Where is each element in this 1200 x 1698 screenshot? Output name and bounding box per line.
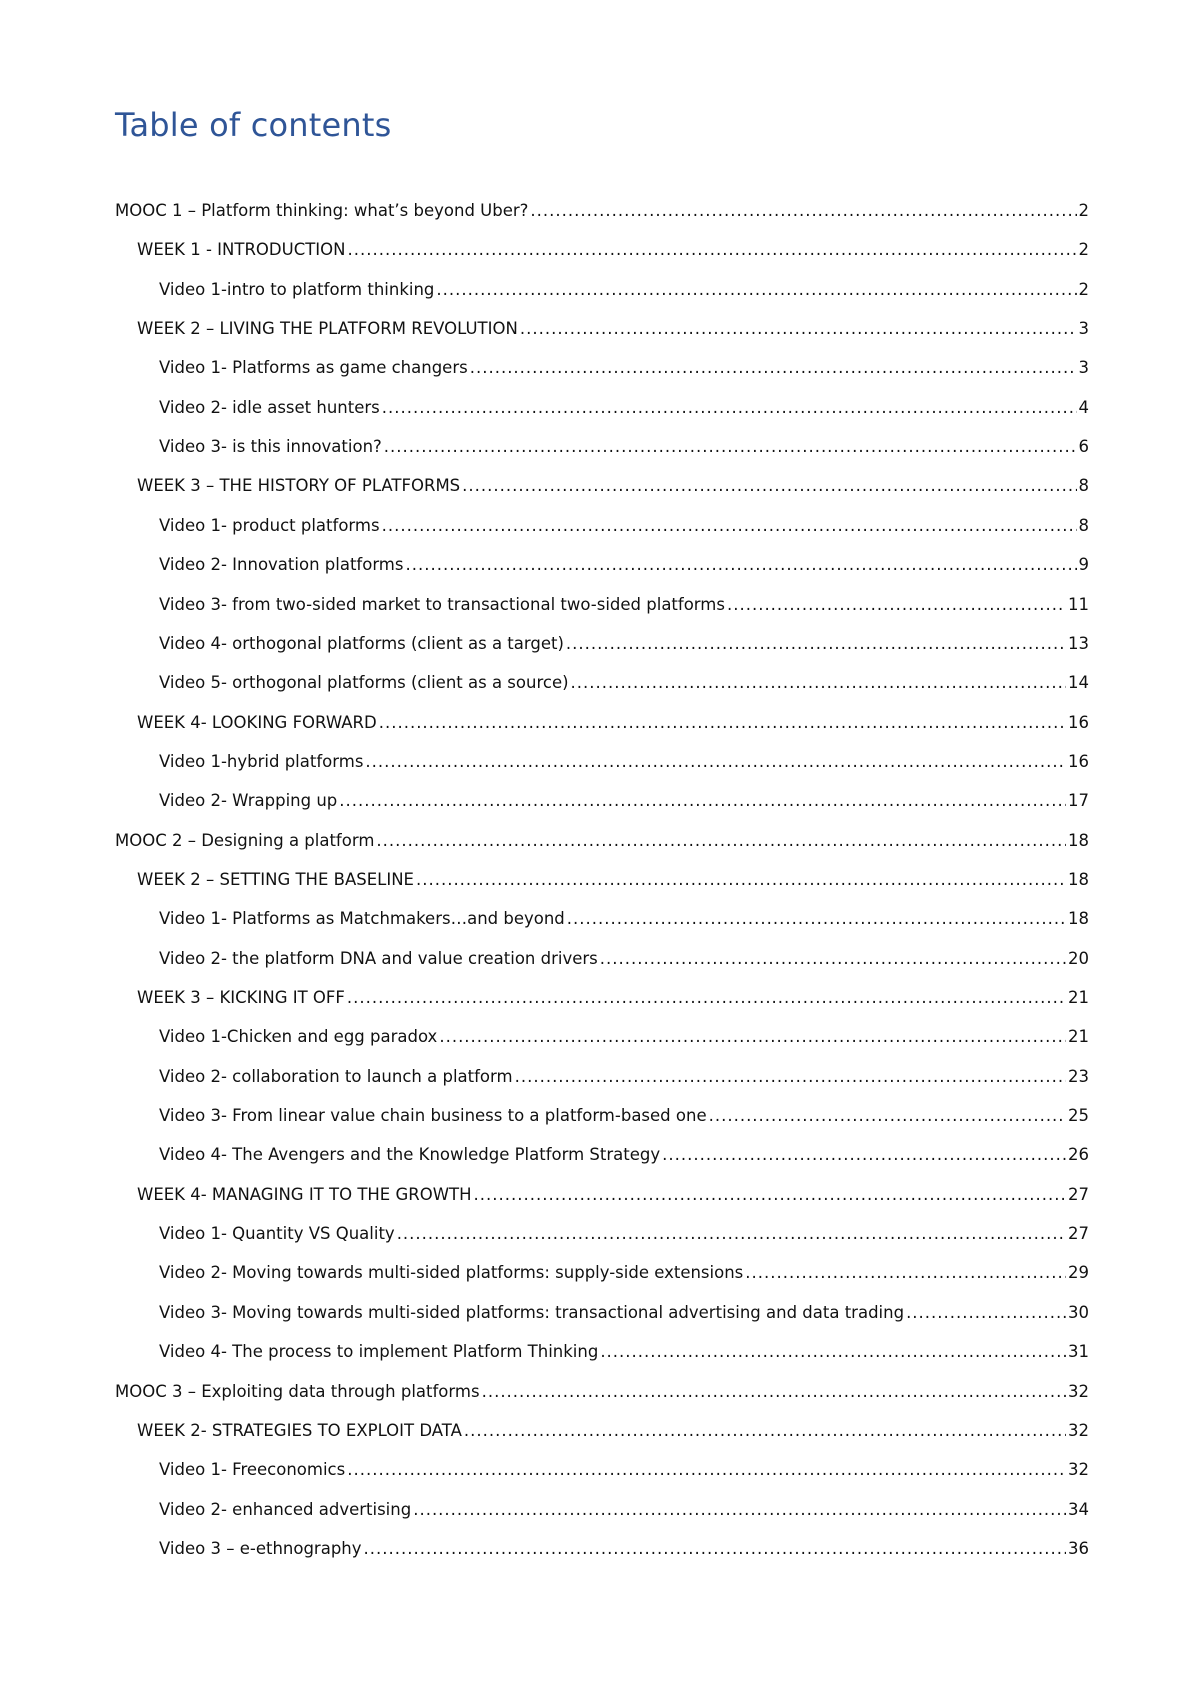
- toc-dot-leader: [413, 1497, 1066, 1523]
- toc-dot-leader: [600, 1339, 1066, 1365]
- toc-entry-page-number: 34: [1068, 1499, 1089, 1519]
- toc-entry-level-3[interactable]: [159, 1103, 1089, 1129]
- toc-entry-page-number: 36: [1068, 1538, 1089, 1558]
- toc-entry-page-number: 2: [1078, 240, 1089, 260]
- toc-entry-level-3[interactable]: [159, 355, 1089, 381]
- toc-dot-leader: [384, 434, 1077, 460]
- toc-entry-page-number: 9: [1078, 555, 1089, 575]
- toc-entry-level-2[interactable]: [137, 473, 1089, 499]
- toc-entry-text: Video 2- idle asset hunters: [159, 397, 380, 417]
- toc-dot-leader: [347, 985, 1066, 1011]
- toc-entry-text: WEEK 4- MANAGING IT TO THE GROWTH: [137, 1184, 472, 1204]
- toc-entry-text: WEEK 2- STRATEGIES TO EXPLOIT DATA: [137, 1420, 462, 1440]
- toc-entry-text: WEEK 2 – SETTING THE BASELINE: [137, 869, 414, 889]
- toc-entry-level-3[interactable]: [159, 434, 1089, 460]
- toc-entry-level-2[interactable]: [137, 1418, 1089, 1444]
- toc-entry-page-number: 32: [1068, 1420, 1089, 1440]
- toc-dot-leader: [376, 828, 1066, 854]
- toc-entry-text: Video 3- is this innovation?: [159, 437, 382, 457]
- toc-entry-level-3[interactable]: [159, 1221, 1089, 1247]
- toc-entry-page-number: 31: [1068, 1342, 1089, 1362]
- toc-dot-leader: [382, 513, 1077, 539]
- toc-entry-level-3[interactable]: [159, 1536, 1089, 1562]
- toc-entry-page-number: 18: [1068, 909, 1089, 929]
- toc-entry-level-1[interactable]: [115, 1379, 1089, 1405]
- toc-entry-level-3[interactable]: [159, 1300, 1089, 1326]
- toc-dot-leader: [462, 473, 1076, 499]
- toc-dot-leader: [379, 710, 1066, 736]
- toc-entry-page-number: 8: [1078, 515, 1089, 535]
- toc-entry-page-number: 13: [1068, 633, 1089, 653]
- toc-dot-leader: [382, 395, 1077, 421]
- toc-entry-page-number: 18: [1068, 830, 1089, 850]
- toc-entry-text: Video 1- Platforms as Matchmakers…and beyond: [159, 909, 565, 929]
- toc-entry-level-3[interactable]: [159, 592, 1089, 618]
- toc-entry-level-1[interactable]: [115, 198, 1089, 224]
- toc-entry-level-2[interactable]: [137, 1182, 1089, 1208]
- toc-entry-page-number: 3: [1078, 319, 1089, 339]
- toc-entry-level-3[interactable]: [159, 1142, 1089, 1168]
- toc-entry-text: Video 1- Platforms as game changers: [159, 358, 468, 378]
- toc-entry-level-2[interactable]: [137, 316, 1089, 342]
- toc-dot-leader: [339, 788, 1066, 814]
- toc-entry-level-3[interactable]: [159, 670, 1089, 696]
- toc-entry-text: Video 3- From linear value chain business to a platform-based one: [159, 1106, 707, 1126]
- toc-dot-leader: [520, 316, 1077, 342]
- toc-entry-page-number: 16: [1068, 751, 1089, 771]
- toc-entry-text: Video 1- product platforms: [159, 515, 380, 535]
- toc-dot-leader: [571, 670, 1066, 696]
- toc-entry-page-number: 20: [1068, 948, 1089, 968]
- toc-entry-level-3[interactable]: [159, 631, 1089, 657]
- toc-entry-text: MOOC 2 – Designing a platform: [115, 830, 375, 850]
- toc-dot-leader: [474, 1182, 1066, 1208]
- toc-dot-leader: [662, 1142, 1066, 1168]
- toc-entry-level-3[interactable]: [159, 1024, 1089, 1050]
- toc-entry-level-3[interactable]: [159, 1497, 1089, 1523]
- toc-entry-level-3[interactable]: [159, 1339, 1089, 1365]
- toc-entry-text: Video 4- orthogonal platforms (client as a target): [159, 633, 564, 653]
- toc-entry-level-3[interactable]: [159, 906, 1089, 932]
- toc-entry-text: WEEK 4- LOOKING FORWARD: [137, 712, 377, 732]
- toc-entry-page-number: 23: [1068, 1066, 1089, 1086]
- toc-entry-text: Video 2- collaboration to launch a platform: [159, 1066, 513, 1086]
- toc-entry-text: Video 1- Freeconomics: [159, 1460, 346, 1480]
- toc-entry-page-number: 27: [1068, 1224, 1089, 1244]
- toc-entry-text: Video 2- enhanced advertising: [159, 1499, 412, 1519]
- toc-entry-text: Video 3- Moving towards multi-sided platforms: transactional advertising and data trading: [159, 1302, 905, 1322]
- toc-dot-leader: [364, 1536, 1066, 1562]
- toc-entry-level-2[interactable]: [137, 985, 1089, 1011]
- toc-entry-page-number: 14: [1068, 673, 1089, 693]
- toc-dot-leader: [470, 355, 1077, 381]
- toc-entry-text: Video 5- orthogonal platforms (client as a source): [159, 673, 569, 693]
- toc-entry-text: MOOC 1 – Platform thinking: what’s beyond Uber?: [115, 201, 529, 220]
- toc-entry-text: MOOC 3 – Exploiting data through platforms: [115, 1381, 480, 1401]
- toc-entry-level-2[interactable]: [137, 237, 1089, 263]
- toc-entry-level-3[interactable]: [159, 946, 1089, 972]
- toc-title: Table of contents: [115, 106, 392, 144]
- toc-entry-page-number: 4: [1078, 397, 1089, 417]
- toc-entry-page-number: 16: [1068, 712, 1089, 732]
- toc-entry-page-number: 27: [1068, 1184, 1089, 1204]
- toc-dot-leader: [436, 277, 1076, 303]
- toc-entry-text: Video 1-hybrid platforms: [159, 751, 364, 771]
- toc-dot-leader: [530, 198, 1076, 224]
- toc-entry-text: Video 2- Wrapping up: [159, 791, 338, 811]
- toc-entry-level-3[interactable]: [159, 395, 1089, 421]
- toc-entry-level-3[interactable]: [159, 788, 1089, 814]
- toc-entry-level-2[interactable]: [137, 710, 1089, 736]
- toc-entry-level-3[interactable]: [159, 1260, 1089, 1286]
- toc-dot-leader: [347, 1457, 1066, 1483]
- toc-entry-page-number: 3: [1078, 358, 1089, 378]
- toc-dot-leader: [348, 237, 1077, 263]
- toc-entry-page-number: 2: [1078, 279, 1089, 299]
- toc-dot-leader: [906, 1300, 1066, 1326]
- toc-entry-text: Video 2- the platform DNA and value creation drivers: [159, 948, 598, 968]
- toc-dot-leader: [566, 631, 1066, 657]
- toc-entry-page-number: 30: [1068, 1302, 1089, 1322]
- toc-dot-leader: [365, 749, 1066, 775]
- toc-dot-leader: [709, 1103, 1066, 1129]
- toc-entry-text: Video 3 – e-ethnography: [159, 1538, 362, 1558]
- toc-entry-page-number: 21: [1068, 1027, 1089, 1047]
- toc-entry-text: Video 1-Chicken and egg paradox: [159, 1027, 438, 1047]
- toc-entry-text: Video 1-intro to platform thinking: [159, 279, 435, 299]
- toc-entry-page-number: 26: [1068, 1145, 1089, 1165]
- toc-entry-page-number: 25: [1068, 1106, 1089, 1126]
- toc-dot-leader: [482, 1379, 1066, 1405]
- toc-entry-text: WEEK 1 - INTRODUCTION: [137, 240, 346, 260]
- toc-entry-text: Video 2- Moving towards multi-sided platforms: supply-side extensions: [159, 1263, 744, 1283]
- toc-dot-leader: [567, 906, 1066, 932]
- toc-entry-level-3[interactable]: [159, 1457, 1089, 1483]
- toc-entry-page-number: 6: [1078, 437, 1089, 457]
- toc-dot-leader: [600, 946, 1066, 972]
- toc-entry-page-number: 21: [1068, 988, 1089, 1007]
- toc-entry-page-number: 29: [1068, 1263, 1089, 1283]
- toc-dot-leader: [405, 552, 1076, 578]
- toc-entry-page-number: 11: [1068, 594, 1089, 614]
- toc-entry-page-number: 8: [1078, 476, 1089, 496]
- toc-dot-leader: [464, 1418, 1066, 1444]
- toc-entry-page-number: 18: [1068, 869, 1089, 889]
- toc-dot-leader: [416, 867, 1066, 893]
- toc-entry-level-1[interactable]: [115, 828, 1089, 854]
- toc-entry-level-3[interactable]: [159, 513, 1089, 539]
- toc-entry-text: Video 4- The Avengers and the Knowledge Platform Strategy: [159, 1145, 661, 1165]
- toc-dot-leader: [397, 1221, 1066, 1247]
- toc-dot-leader: [439, 1024, 1066, 1050]
- toc-entry-level-2[interactable]: [137, 867, 1089, 893]
- toc-entry-text: WEEK 3 – KICKING IT OFF: [137, 988, 345, 1007]
- toc-entry-level-3[interactable]: [159, 552, 1089, 578]
- toc-entry-text: Video 4- The process to implement Platform Thinking: [159, 1342, 599, 1362]
- toc-entry-level-3[interactable]: [159, 1064, 1089, 1090]
- toc-entry-text: Video 3- from two-sided market to transactional two-sided platforms: [159, 594, 725, 614]
- toc-entry-text: WEEK 3 – THE HISTORY OF PLATFORMS: [137, 476, 461, 496]
- toc-dot-leader: [745, 1260, 1066, 1286]
- toc-entry-text: Video 2- Innovation platforms: [159, 555, 404, 575]
- toc-entry-level-3[interactable]: [159, 277, 1089, 303]
- toc-entry-page-number: 2: [1078, 201, 1089, 220]
- toc-entry-text: Video 1- Quantity VS Quality: [159, 1224, 395, 1244]
- toc-entry-page-number: 32: [1068, 1460, 1089, 1480]
- toc-entry-level-3[interactable]: [159, 749, 1089, 775]
- toc-entry-text: WEEK 2 – LIVING THE PLATFORM REVOLUTION: [137, 319, 518, 339]
- toc-entry-page-number: 32: [1068, 1381, 1089, 1401]
- toc-entry-page-number: 17: [1068, 791, 1089, 811]
- toc-dot-leader: [515, 1064, 1066, 1090]
- toc-dot-leader: [727, 592, 1066, 618]
